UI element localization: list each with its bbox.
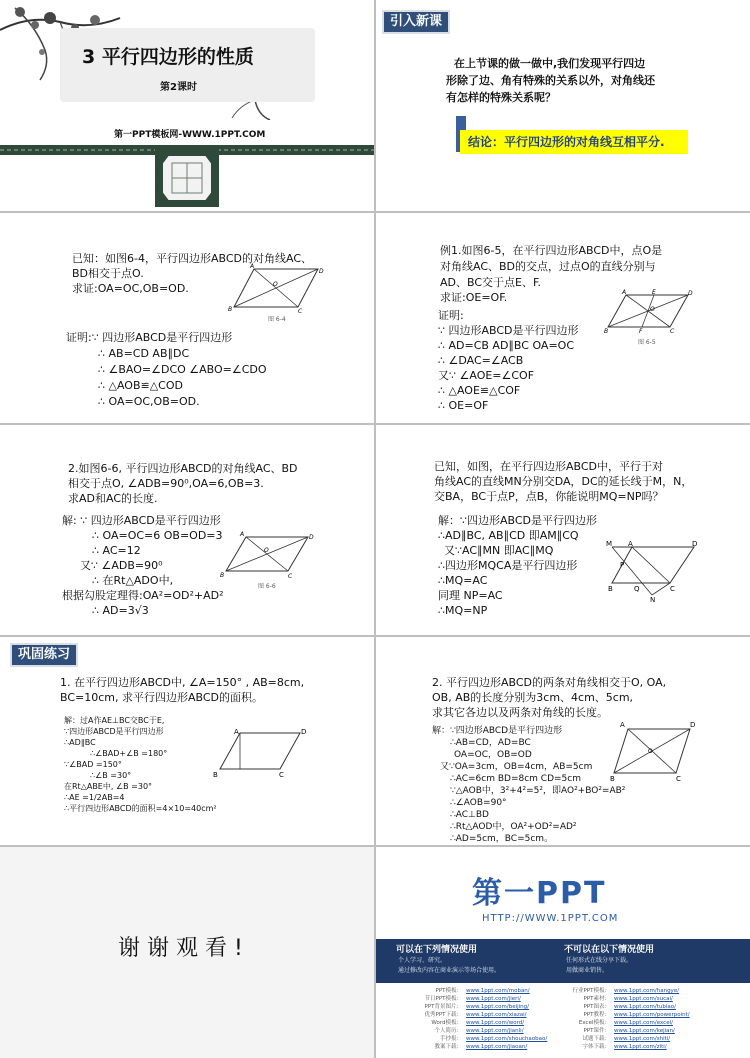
- fig64-label-a: A: [250, 263, 255, 270]
- link-label: 行业PPT模板：: [572, 988, 610, 994]
- question-line-1: 1. 在平行四边形ABCD中, ∠A=150° , AB=8cm,: [60, 676, 305, 689]
- figmn-label-m: M: [606, 540, 613, 548]
- solution-line-2: ∴AB=CD，AD=BC: [450, 738, 531, 748]
- link-label: 手抄报：: [439, 1036, 462, 1042]
- figmn-label-p: P: [620, 561, 625, 569]
- slide-7-practice: [0, 637, 374, 845]
- fig1-label-c: C: [279, 771, 284, 779]
- slide-6-exercise: [376, 425, 750, 635]
- fig1-label-b: B: [213, 771, 218, 779]
- link-label: Word模板：: [431, 1020, 462, 1026]
- solution-line-1: 解：∵四边形ABCD是平行四边形: [432, 726, 563, 736]
- link-url[interactable]: www.1ppt.com/powerpoint/: [614, 1012, 690, 1018]
- solution-line-5: ∴ 在Rt△ADO中,: [92, 574, 174, 587]
- figure-practice-2: [610, 721, 700, 783]
- question-line-2: 角线AC的直线MN分别交DA，DC的延长线于M，N，: [434, 475, 693, 488]
- proof-line-5: 又∵ ∠AOE=∠COF: [438, 369, 535, 382]
- given-line-2: BD相交于点O.: [72, 267, 144, 280]
- divider-row-1: [0, 211, 750, 213]
- proof-line-2: ∵ 四边形ABCD是平行四边形: [438, 324, 579, 337]
- link-url[interactable]: www.1ppt.com/jieri/: [466, 996, 521, 1002]
- example-line-4: 求证:OE=OF.: [440, 291, 508, 304]
- solution-line-9: ∴Rt△AOD中，OA²+OD²=AD²: [450, 822, 577, 832]
- figure-mn: [604, 537, 704, 602]
- link-label: PPT模板：: [435, 988, 462, 994]
- link-label: 教案下载：: [434, 1044, 462, 1050]
- link-label: PPT图表：: [583, 1004, 610, 1010]
- link-label: 试题下载：: [582, 1036, 610, 1042]
- figmn-label-d: D: [692, 540, 698, 548]
- divider-row-4: [0, 845, 750, 847]
- fig65-label-d: D: [688, 290, 693, 297]
- page-subtitle: 第2课时: [160, 82, 197, 93]
- chinese-window-decoration: [0, 141, 374, 211]
- fig66-label-o: O: [264, 547, 269, 554]
- practice-tag: 巩固练习: [10, 643, 78, 667]
- question-line-1: 2.如图6-6, 平行四边形ABCD的对角线AC、BD: [68, 462, 298, 475]
- slide-1-cover: [0, 0, 374, 211]
- fig64-label-o: O: [273, 281, 278, 288]
- link-url[interactable]: www.1ppt.com/excel/: [614, 1020, 673, 1026]
- figure-practice-1: [208, 725, 308, 780]
- proof-line-7: ∴ OE=OF: [438, 399, 489, 412]
- fig66-label-b: B: [220, 572, 225, 579]
- solution-line-1: 解：∵四边形ABCD是平行四边形: [438, 514, 598, 527]
- example-line-2: 对角线AC、BD的交点，过点O的直线分别与: [440, 260, 656, 273]
- link-row: [564, 987, 679, 995]
- solution-line-1: 解：过A作AE⊥BC交BC于E,: [64, 716, 165, 725]
- solution-line-6: ∵△AOB中，3²+4²=5²，即AO²+BO²=AB²: [450, 786, 626, 796]
- intro-tag: 引入新课: [382, 10, 450, 34]
- link-row: [416, 995, 521, 1003]
- solution-line-5: ∴AC=6cm BD=8cm CD=5cm: [450, 774, 581, 784]
- divider-row-3: [0, 635, 750, 637]
- link-label: PPT背景图片：: [424, 1004, 462, 1010]
- figmn-label-q: Q: [634, 585, 640, 593]
- figure-6-6: [218, 531, 318, 591]
- link-row: [416, 987, 530, 995]
- question-line-2: BC=10cm, 求平行四边形ABCD的面积。: [60, 691, 264, 704]
- slide-4-example: [376, 213, 750, 423]
- proof-line-2: ∴ AB=CD AB∥DC: [98, 347, 190, 360]
- figure-6-4: [226, 263, 326, 323]
- slide-9-thanks: [0, 847, 374, 1058]
- link-label: PPT素材：: [583, 996, 610, 1002]
- solution-line-8: ∴AC⊥BD: [450, 810, 489, 820]
- solution-line-8: ∴AE =1/2AB=4: [64, 793, 125, 802]
- link-url[interactable]: www.1ppt.com/shouchaobao/: [466, 1036, 548, 1042]
- intro-line-1: 在上节课的做一做中,我们发现平行四边: [454, 57, 646, 70]
- link-row: [564, 1003, 676, 1011]
- link-row: [564, 1035, 670, 1043]
- link-url[interactable]: www.1ppt.com/ziti/: [614, 1044, 667, 1050]
- solution-line-4: ∴四边形MQCA是平行四边形: [438, 559, 578, 572]
- solution-line-3: OA=OC，OB=OD: [454, 750, 532, 760]
- link-row: [564, 995, 673, 1003]
- question-line-2: OB, AB的长度分别为3cm、4cm、5cm,: [432, 691, 634, 704]
- fig66-label-c: C: [288, 573, 293, 580]
- link-url[interactable]: www.1ppt.com/kejian/: [614, 1028, 675, 1034]
- link-url[interactable]: www.1ppt.com/tubiao/: [614, 1004, 676, 1010]
- given-line-1: 已知：如图6-4，平行四边形ABCD的对角线AC、: [72, 252, 313, 265]
- slide-8-practice: [376, 637, 750, 845]
- thanks-text: 谢 谢 观 看 !: [118, 936, 243, 961]
- solution-line-6: ∴∠B =30°: [90, 771, 132, 780]
- question-line-3: 交BA，BC于点P，点B，你能说明MQ=NP吗？: [434, 490, 664, 503]
- solution-line-2: ∴ OA=OC=6 OB=OD=3: [92, 529, 223, 542]
- solution-line-9: ∴平行四边形ABCD的面积=4×10=40cm²: [64, 804, 217, 813]
- example-line-1: 例1.如图6-5，在平行四边形ABCD中，点O是: [440, 244, 663, 257]
- fig65-label-f: F: [639, 328, 643, 335]
- proof-line-4: ∴ △AOB≌△COD: [98, 379, 183, 392]
- forbidden-item-2: 用做商业销售。: [566, 967, 609, 974]
- solution-line-3: 又∵AC∥MN 即AC∥MQ: [444, 544, 554, 557]
- slide-5-exercise: [0, 425, 374, 635]
- proof-line-6: ∴ △AOE≌△COF: [438, 384, 521, 397]
- solution-line-2: ∴AD∥BC, AB∥CD 即AM∥CQ: [438, 529, 579, 542]
- link-label: Excel模板：: [578, 1020, 610, 1026]
- link-row: [564, 1043, 667, 1051]
- link-row: [416, 1043, 527, 1051]
- solution-line-4: 又∵ ∠ADB=90⁰: [80, 559, 163, 572]
- fig1-label-a: A: [234, 728, 239, 736]
- proof-line-1: 证明:: [438, 309, 464, 322]
- link-label: 个人简历：: [434, 1028, 462, 1034]
- figmn-label-c: C: [670, 585, 675, 593]
- link-label: PPT教程：: [583, 1012, 610, 1018]
- solution-line-4: 又∵OA=3cm，OB=4cm，AB=5cm: [440, 762, 593, 772]
- question-line-3: 求AD和AC的长度.: [68, 492, 158, 505]
- link-row: [564, 1011, 690, 1019]
- intro-line-3: 有怎样的特殊关系呢？: [446, 91, 556, 104]
- solution-line-4: ∴∠BAD+∠B =180°: [90, 749, 168, 758]
- allowed-item-1: 个人学习、研究。: [398, 957, 447, 964]
- link-url[interactable]: www.1ppt.com/hangye/: [614, 988, 680, 994]
- fig65-label-o: O: [650, 306, 655, 313]
- link-row: [416, 1003, 529, 1011]
- fig66-label-a: A: [240, 531, 245, 538]
- slide-2-intro: [376, 0, 750, 211]
- link-url[interactable]: www.1ppt.com/moban/: [466, 988, 530, 994]
- solution-line-3: ∴AD∥BC: [64, 738, 96, 747]
- solution-line-6: 根据勾股定理得:OA²=OD²+AD²: [62, 589, 224, 602]
- link-row: [564, 1027, 675, 1035]
- fig66-label-d: D: [309, 534, 314, 541]
- fig65-label-a: A: [622, 289, 627, 296]
- figmn-label-n: N: [650, 596, 656, 602]
- link-row: [416, 1019, 524, 1027]
- fig64-label-b: B: [228, 306, 233, 313]
- fig64-label-c: C: [298, 308, 303, 315]
- solution-line-6: 同理 NP=AC: [438, 589, 503, 602]
- fig2-label-c: C: [676, 775, 681, 783]
- proof-line-1: 证明:∵ 四边形ABCD是平行四边形: [66, 331, 233, 344]
- link-row: [416, 1035, 547, 1043]
- solution-line-7: ∴MQ=NP: [438, 604, 488, 617]
- slide-10-credits: [376, 847, 750, 1058]
- solution-line-7: 在Rt△ABE中, ∠B =30°: [64, 782, 153, 791]
- solution-line-5: ∴MQ=AC: [438, 574, 488, 587]
- fig65-caption: 图 6-5: [638, 339, 656, 346]
- fig64-label-d: D: [319, 268, 324, 275]
- fig2-label-b: B: [610, 775, 615, 783]
- divider-vertical: [374, 0, 376, 1058]
- figure-6-5: [604, 289, 694, 347]
- divider-row-2: [0, 423, 750, 425]
- link-label: 节日PPT模板：: [424, 996, 462, 1002]
- forbidden-item-1: 任何形式在线分享下载。: [566, 957, 633, 964]
- solution-line-5: ∵∠BAD =150°: [64, 760, 122, 769]
- link-url[interactable]: www.1ppt.com/shiti/: [614, 1036, 671, 1042]
- intro-line-2: 形除了边、角有特殊的关系以外，对角线还: [446, 74, 655, 87]
- solution-line-3: ∴ AC=12: [92, 544, 141, 557]
- link-url[interactable]: www.1ppt.com/jiaoan/: [466, 1044, 528, 1050]
- fig66-caption: 图 6-6: [258, 583, 276, 590]
- link-label: PPT课件：: [583, 1028, 610, 1034]
- solution-line-7: ∴ AD=3√3: [92, 604, 149, 617]
- link-label: 优秀PPT下载：: [424, 1012, 462, 1018]
- question-line-1: 2. 平行四边形ABCD的两条对角线相交于O, OA,: [432, 676, 667, 689]
- question-line-1: 已知，如图，在平行四边形ABCD中，平行于对: [434, 460, 664, 473]
- solution-line-1: 解: ∵ 四边形ABCD是平行四边形: [62, 514, 221, 527]
- fig2-label-o: O: [648, 748, 653, 755]
- link-row: [564, 1019, 673, 1027]
- fig2-label-a: A: [620, 721, 625, 729]
- link-url[interactable]: www.1ppt.com/jianli/: [466, 1028, 524, 1034]
- forbidden-title: 不可以在以下情况使用: [564, 945, 655, 955]
- figmn-label-a: A: [628, 540, 633, 548]
- proof-line-3: ∴ ∠BAO=∠DCO ∠ABO=∠CDO: [98, 363, 267, 376]
- link-url[interactable]: www.1ppt.com/xiazai/: [466, 1012, 527, 1018]
- proof-line-4: ∴ ∠DAC=∠ACB: [438, 354, 524, 367]
- fig64-caption: 图 6-4: [268, 316, 286, 323]
- allowed-title: 可以在下列情况使用: [396, 945, 478, 955]
- fig65-label-b: B: [604, 328, 609, 335]
- link-url[interactable]: www.1ppt.com/beijing/: [466, 1004, 530, 1010]
- question-line-3: 求其它各边以及两条对角线的长度。: [432, 706, 608, 719]
- link-row: [416, 1027, 524, 1035]
- fig65-label-e: E: [652, 289, 656, 296]
- slide-3-theorem: [0, 213, 374, 423]
- given-line-3: 求证:OA=OC,OB=OD.: [72, 282, 189, 295]
- page-title: 3 平行四边形的性质: [82, 46, 254, 68]
- link-url[interactable]: www.1ppt.com/word/: [466, 1020, 525, 1026]
- allowed-item-2: 通过修改内容在商业演示等场合使用。: [398, 967, 501, 974]
- proof-line-3: ∴ AD=CB AD∥BC OA=OC: [438, 339, 575, 352]
- fig65-label-c: C: [670, 328, 675, 335]
- solution-line-10: ∴AD=5cm，BC=5cm。: [450, 834, 554, 844]
- conclusion-banner: 结论：平行四边形的对角线互相平分.: [460, 130, 688, 154]
- figmn-label-b: B: [608, 585, 613, 593]
- solution-line-2: ∵四边形ABCD是平行四边形: [64, 727, 164, 736]
- brand-logo: 第一PPT: [472, 876, 607, 911]
- brand-url: HTTP://WWW.1PPT.COM: [482, 913, 619, 924]
- fig1-label-d: D: [301, 728, 307, 736]
- solution-line-7: ∴∠AOB=90°: [450, 798, 507, 808]
- fig2-label-d: D: [690, 721, 696, 729]
- site-label: 第一PPT模板网-WWW.1PPT.COM: [114, 130, 266, 140]
- example-line-3: AD、BC交于点E、F.: [440, 276, 542, 289]
- link-label: 字体下载：: [582, 1044, 610, 1050]
- proof-line-5: ∴ OA=OC,OB=OD.: [98, 395, 200, 408]
- link-row: [416, 1011, 527, 1019]
- question-line-2: 相交于点O, ∠ADB=90⁰,OA=6,OB=3.: [68, 477, 264, 490]
- link-url[interactable]: www.1ppt.com/sucai/: [614, 996, 673, 1002]
